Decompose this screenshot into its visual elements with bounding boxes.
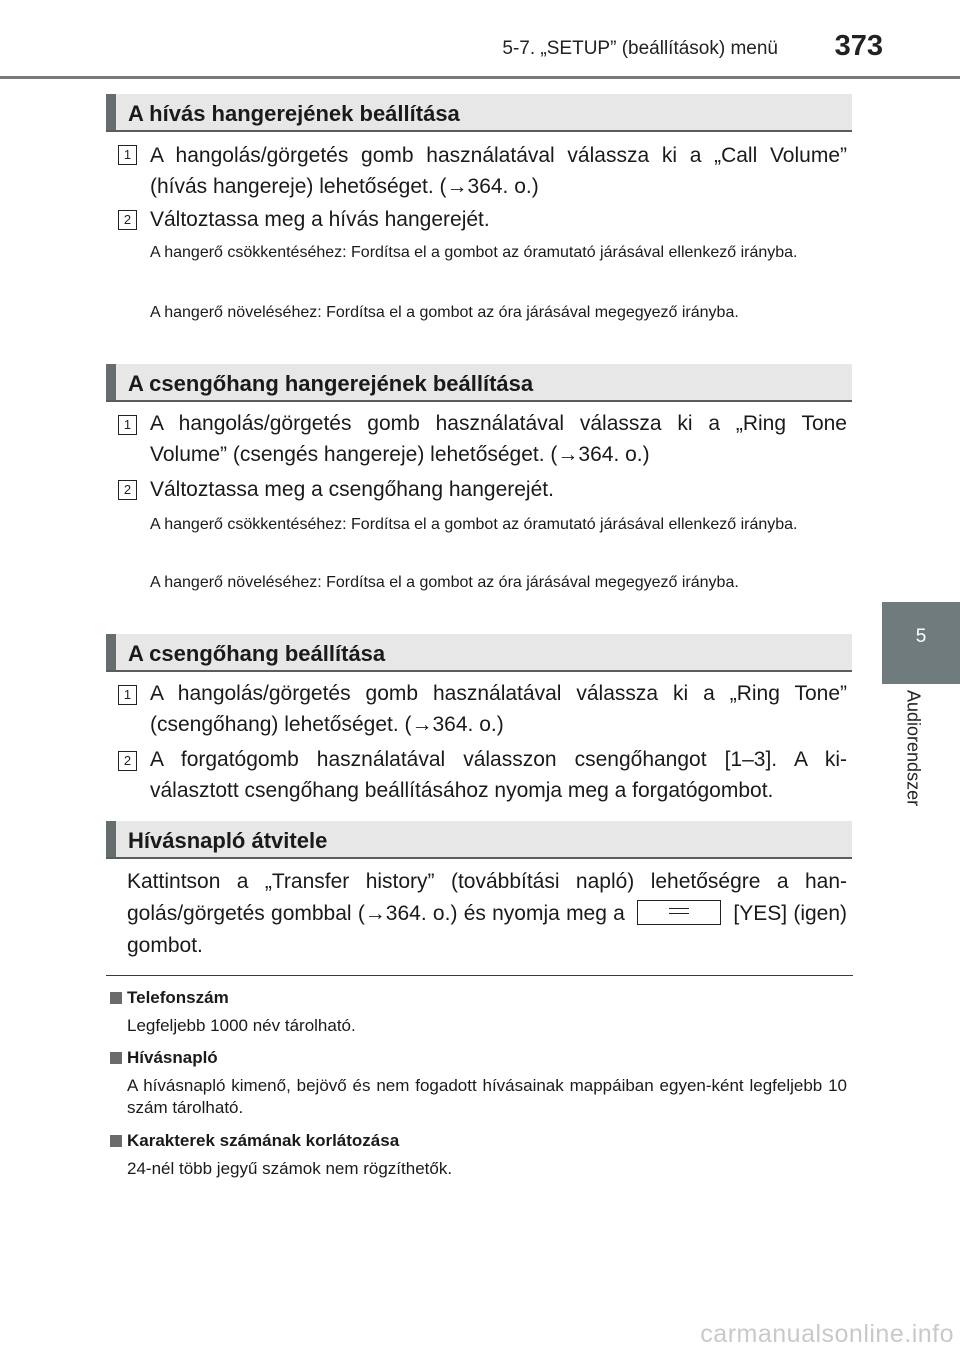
page-number: 373	[834, 30, 883, 62]
section-heading	[106, 364, 852, 402]
step-number-box: 2	[118, 751, 137, 771]
step-text: A forgatógomb használatával válasszon csengőhangot [1–3]. A ki-választott csengőhang beállításához nyomja meg a forgatógombot.	[150, 748, 847, 802]
step-number-box: 2	[118, 480, 137, 500]
section-heading-title: A csengőhang hangerejének beállítása	[128, 371, 534, 396]
step-number-box: 2	[118, 210, 137, 230]
section-heading-title: Hívásnapló átvitele	[128, 828, 328, 853]
note-text: A hangerő növeléséhez: Fordítsa el a gombot az óra járásával megegyező irányba.	[150, 304, 739, 321]
chapter-tab-number: 5	[915, 626, 927, 647]
step-number-box: 1	[118, 685, 137, 705]
info-divider	[106, 975, 853, 976]
step-text: A hangolás/görgetés gomb használatával válassza ki a „Ring Tone” (csengőhang) lehetőséget. (→364. o.)	[150, 682, 847, 736]
step-number-box: 1	[118, 415, 137, 435]
header-rule	[0, 76, 960, 79]
watermark: carmanualsonline.info	[700, 1320, 954, 1348]
step-text: A hangolás/görgetés gomb használatával válassza ki a „Ring Tone Volume” (csengés hangereje) lehetőséget. (→364. o.)	[150, 412, 847, 466]
step-text: A hangolás/görgetés gomb használatával válassza ki a „Call Volume” (hívás hangereje) lehetőséget. (→364. o.)	[150, 144, 847, 198]
square-bullet-icon	[110, 1052, 122, 1064]
section-heading-bar	[106, 821, 116, 857]
yes-button-symbol	[637, 900, 721, 925]
note-text: A hangerő csökkentéséhez: Fordítsa el a gombot az óramutató járásával ellenkező irányba.	[150, 244, 798, 261]
section-body-text-before: Kattintson a „Transfer history” (továbbítási napló) lehetőségre a han-golás/görgetés gombbal (→364. o.) és nyomja meg a	[127, 870, 847, 925]
square-bullet-icon	[110, 992, 122, 1004]
section-heading-title: A csengőhang beállítása	[128, 641, 386, 666]
info-text: A hívásnapló kimenő, bejövő és nem fogadott hívásainak mappáiban egyen-ként legfeljebb 10 szám tárolható.	[127, 1076, 847, 1117]
step-text: Változtassa meg a csengőhang hangerejét.	[150, 478, 554, 501]
step-number-box: 1	[118, 145, 137, 165]
phone-switch-icon	[669, 908, 689, 914]
chapter-tab-label: Audiorendszer	[903, 690, 924, 807]
info-title: Hívásnapló	[127, 1048, 218, 1067]
step-text: Változtassa meg a hívás hangerejét.	[150, 208, 490, 231]
header-section-title: 5-7. „SETUP” (beállítások) menü	[502, 38, 778, 59]
info-title: Karakterek számának korlátozása	[127, 1131, 400, 1150]
note-text: A hangerő csökkentéséhez: Fordítsa el a gombot az óramutató járásával ellenkező irányba.	[150, 516, 798, 533]
section-heading	[106, 821, 852, 859]
info-title: Telefonszám	[127, 988, 229, 1007]
note-text: A hangerő növeléséhez: Fordítsa el a gombot az óra járásával megegyező irányba.	[150, 574, 739, 591]
section-heading-bar	[106, 94, 116, 130]
info-text: Legfeljebb 1000 név tárolható.	[127, 1016, 356, 1035]
section-heading-bar	[106, 364, 116, 400]
section-heading-title: A hívás hangerejének beállítása	[128, 101, 460, 126]
section-heading-bar	[106, 634, 116, 670]
section-body-text-after: [YES] (igen) gombot.	[127, 902, 848, 957]
section-heading	[106, 634, 852, 672]
square-bullet-icon	[110, 1135, 122, 1147]
section-body-text	[127, 866, 847, 962]
info-text: 24-nél több jegyű számok nem rögzíthetők.	[127, 1159, 453, 1178]
section-heading	[106, 94, 852, 132]
